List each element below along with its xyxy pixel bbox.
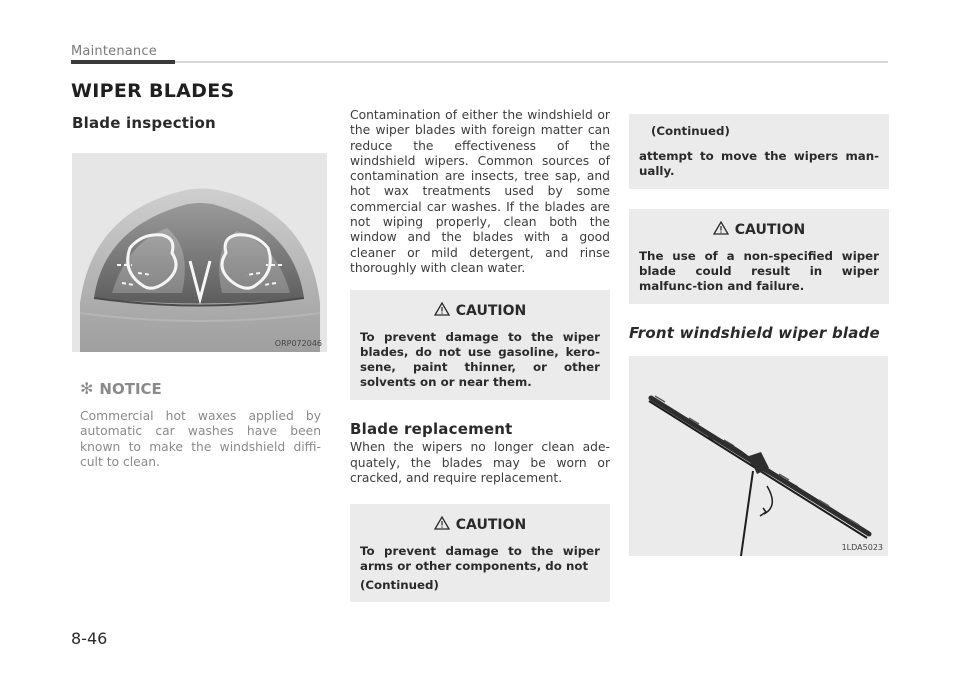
continued-label: (Continued) [360, 578, 439, 593]
caution-heading [360, 516, 600, 534]
page-title: WIPER BLADES [71, 80, 235, 102]
blade-replacement-heading: Blade replacement [350, 420, 513, 439]
notice-heading [72, 379, 327, 398]
contamination-paragraph: Contamination of either the windshield or the wiper blades with foreign matter can reduce the effectiveness of the windshield wipers. Common sources of contamination are insects, tree sap, and hot wax treatments used by some commercial car washes. If the blades are not wiping properly, clean both the window and the blades with a good cleaner or mild detergent, and rinse thoroughly with clean water. [350, 108, 610, 275]
warning-triangle-icon [434, 516, 450, 534]
notice-label: NOTICE [99, 379, 162, 398]
warning-triangle-icon [434, 302, 450, 320]
replacement-paragraph: When the wipers no longer clean ade-quately, the blades may be worn or cracked, and require replacement. [350, 440, 610, 485]
caution-text: To prevent damage to the wiper blades, do not use gasoline, kero-sene, paint thinner, or other solvents on or near them. [360, 330, 600, 390]
continued-box [629, 114, 889, 189]
windshield-figure [72, 153, 327, 352]
figure-code: ORP072046 [274, 339, 322, 348]
page-number: 8-46 [71, 629, 108, 648]
wiper-blade-figure [629, 356, 888, 556]
windshield-illustration [72, 153, 327, 352]
notice-text: Commercial hot waxes applied by automatic car washes have been known to make the windshield diffi-cult to clean. [80, 409, 321, 469]
wiper-blade-illustration [629, 356, 888, 556]
column-right [629, 114, 889, 556]
column-left [72, 114, 327, 470]
front-wiper-heading: Front windshield wiper blade [629, 324, 880, 342]
blade-inspection-heading: Blade inspection [72, 114, 216, 132]
column-middle [350, 108, 610, 602]
caution-label: CAUTION [455, 517, 527, 534]
caution-heading [360, 302, 600, 320]
section-label: Maintenance [71, 44, 157, 59]
caution-box-arms [350, 504, 610, 602]
warning-triangle-icon [713, 221, 729, 239]
header-rule-accent [71, 60, 175, 64]
caution-text: To prevent damage to the wiper arms or other components, do not [360, 544, 600, 574]
caution-heading [639, 221, 879, 239]
continued-label: (Continued) [651, 124, 730, 138]
caution-label: CAUTION [455, 303, 527, 320]
figure-code: 1LDA5023 [841, 543, 883, 552]
header-rule [175, 61, 888, 63]
caution-label: CAUTION [734, 222, 806, 238]
asterisk-icon: ✻ [80, 379, 94, 398]
caution-box-nonspecified [629, 209, 889, 304]
caution-box-solvents [350, 290, 610, 400]
caution-text: The use of a non-specified wiper blade could result in wiper malfunc-tion and failure. [639, 249, 879, 293]
continued-text: attempt to move the wipers man-ually. [639, 149, 879, 178]
